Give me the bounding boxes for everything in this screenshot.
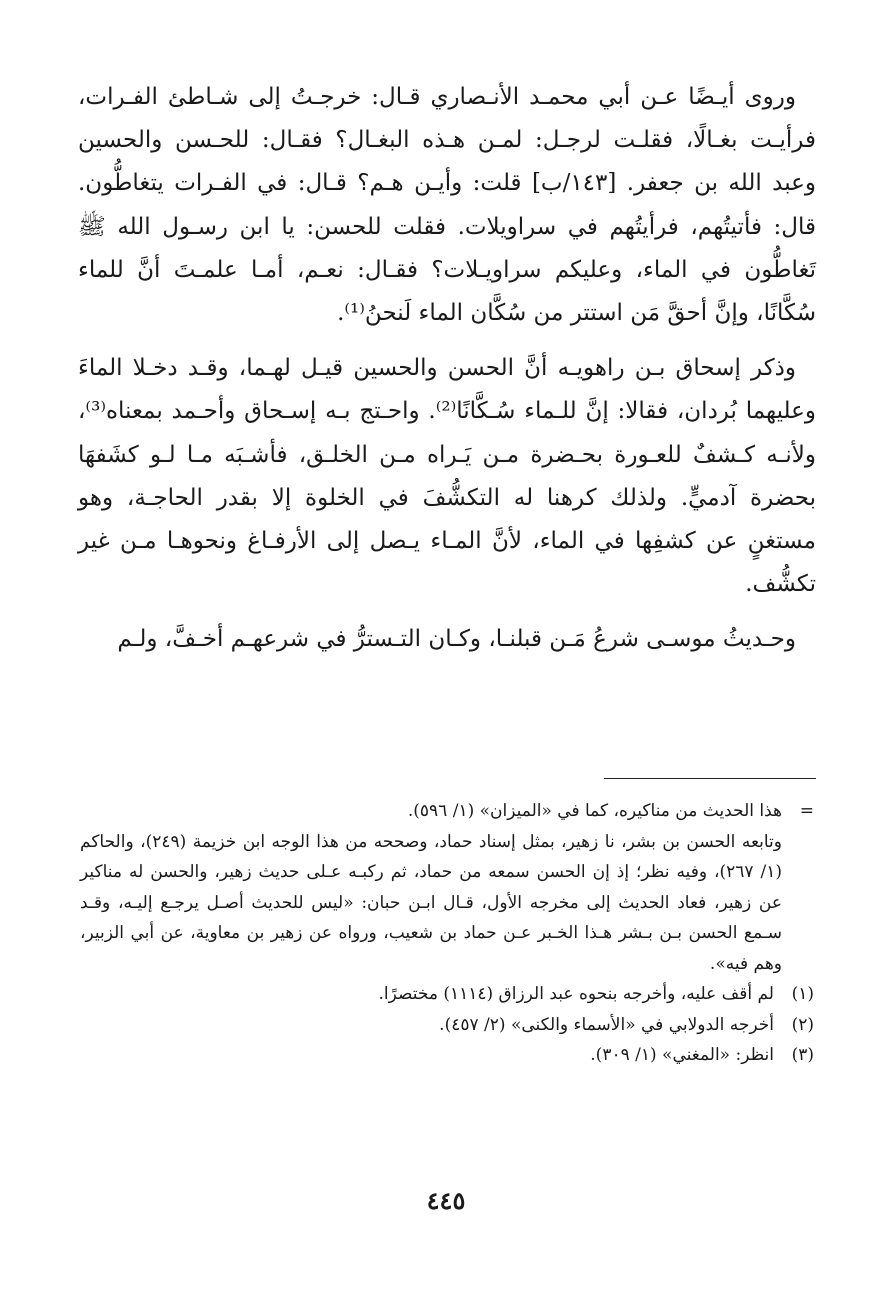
footnote-text: لم أقف عليه، وأخرجه بنحوه عبد الرزاق (١١١٤) مختصرًا.	[378, 984, 774, 1004]
continuation-body	[80, 796, 782, 979]
continuation-mark: =	[799, 801, 814, 821]
footnote-1	[80, 979, 814, 1010]
paragraph: وروى أيـضًا عـن أبي محمـد الأنـصاري قـال: خرجـتُ إلى شـاطئ الفـرات، فرأيـت بغـالًا، فقلـت لرجـل: لمـن هـذه البغـال؟ فقـال: للحـسن والحسين وعبد الله بن جعفر. [١٤٣/ب] قلت: وأيـن هـم؟ قـال: في الفـرات يتغاطُّون. قال: فأتيتُهم، فرأيتُهم في سراويلات. فقلت للحسن: يا ابن رسـول الله ﷺ تَغاطُّون في الماء، وعليكم سراويـلات؟ فقـال: نعـم، أمـا علمـتَ أنَّ للماء سُكَّانًا، وإنَّ أحقَّ مَن استتر من سُكَّان الماء لَنحنُ⁽¹⁾.	[78, 84, 816, 327]
footnote-separator	[604, 778, 816, 779]
footnote-3	[80, 1040, 814, 1071]
footnote-2	[80, 1010, 814, 1041]
page-number: ٤٤٥	[426, 1186, 466, 1215]
footnote-number: (١)	[791, 984, 814, 1004]
footnotes	[80, 796, 814, 1071]
paragraph: وذكر إسحاق بـن راهويـه أنَّ الحسن والحسين قيـل لهـما، وقـد دخـلا الماءَ وعليهما بُردان، فقالا: إنَّ للـماء سُـكَّانًا⁽²⁾. واحـتج بـه إسـحاق وأحـمد بمعناه⁽³⁾، ولأنـه كـشفٌ للعـورة بحـضرة مـن يَـراه مـن الخلـق، فأشـبَه مـا لـو كشَفهَا بحضرة آدميٍّ. ولذلك كرهنا له التكشُّفَ في الخلوة إلا بقدر الحاجـة، وهو مستغنٍ عن كشفِها في الماء، لأنَّ المـاء يـصل إلى الأرفـاغ ونحوهـا مـن غير تكشُّف.	[78, 355, 816, 598]
footnote-text: أخرجه الدولابي في «الأسماء والكنى» (٢/ ٤٥٧).	[439, 1014, 774, 1035]
main-text	[78, 76, 816, 662]
footnote-line: وتابعه الحسن بن بشر، نا زهير، بمثل إسناد حماد، وصححه من هذا الوجه ابن خزيمة (٢٤٩)، والحاكم (١/ ٢٦٧)، وفيه نظر؛ إذ إن الحسن سمعه من حماد، ثم ركبـه عـلى حديث زهير، والحسن له مناكير عن زهير، فعاد الحديث إلى مخرجه الأول، قـال ابـن حبان: «ليس للحديث أصـل يرجـع إليـه، وقـد سـمع الحسن بـن بـشر هـذا الخـبر عـن حماد بن شعيب، ورواه عن زهير بن معاوية، عن أبي الزبير، وهم فيه».	[80, 831, 783, 974]
footnote-text: انظر: «المغني» (١/ ٣٠٩).	[590, 1045, 774, 1065]
footnote-line: هذا الحديث من مناكيره، كما في «الميزان» (١/ ٥٩٦).	[407, 801, 782, 821]
footnote-continuation	[80, 796, 814, 979]
footnote-number: (٢)	[791, 1014, 814, 1035]
footnote-number: (٣)	[791, 1045, 814, 1065]
paragraph: وحـديثُ موسـى شرعُ مَـن قبلنـا، وكـان التـسترُّ في شرعهـم أخـفَّ، ولـم	[117, 626, 796, 653]
